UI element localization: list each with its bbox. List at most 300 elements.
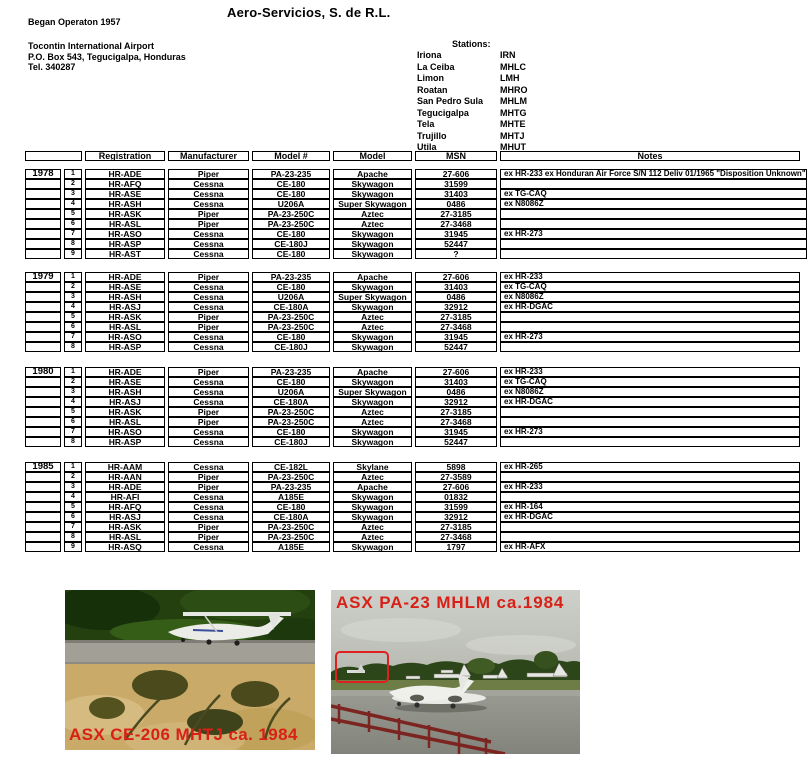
cell-notes: ex HR-273: [500, 427, 800, 437]
cell-manufacturer: Cessna: [168, 542, 249, 552]
cell-row-number: 3: [64, 189, 82, 199]
station-row: [417, 85, 528, 97]
cell-notes: [500, 437, 800, 447]
cell-registration: HR-ADE: [85, 482, 165, 492]
cell-notes: ex HR-164: [500, 502, 800, 512]
cell-model-number: PA-23-250C: [252, 407, 330, 417]
cell-model-number: PA-23-250C: [252, 312, 330, 322]
cell-year: [25, 199, 61, 209]
cell-model-name: Aztec: [333, 522, 412, 532]
cell-year: [25, 437, 61, 447]
cell-msn: 31945: [415, 427, 497, 437]
cell-notes: [500, 417, 800, 427]
cell-msn: 32912: [415, 302, 497, 312]
page-title: Aero-Servicios, S. de R.L.: [227, 5, 391, 20]
fleet-row: [25, 209, 807, 219]
cell-model-name: Super Skywagon: [333, 292, 412, 302]
cell-manufacturer: Cessna: [168, 387, 249, 397]
cell-registration: HR-ASJ: [85, 302, 165, 312]
cell-model-number: PA-23-250C: [252, 417, 330, 427]
cell-registration: HR-ASE: [85, 282, 165, 292]
cell-registration: HR-ASJ: [85, 397, 165, 407]
cell-row-number: 6: [64, 512, 82, 522]
fleet-row: [25, 437, 800, 447]
address-line: Tel. 340287: [28, 62, 76, 72]
station-row: [417, 62, 528, 74]
cell-row-number: 1: [64, 169, 82, 179]
cell-year: [25, 522, 61, 532]
station-code: MHUT: [500, 142, 526, 152]
photo-pa23: [331, 590, 580, 754]
cell-msn: 0486: [415, 292, 497, 302]
cell-registration: HR-ASK: [85, 522, 165, 532]
fleet-row: [25, 249, 807, 259]
cell-model-name: Skywagon: [333, 397, 412, 407]
cell-notes: [500, 342, 800, 352]
cell-year: [25, 322, 61, 332]
station-code: LMH: [500, 73, 520, 83]
column-header-model-: Model #: [252, 151, 330, 161]
cell-model-name: Skywagon: [333, 332, 412, 342]
cell-msn: 52447: [415, 239, 497, 249]
cell-row-number: 6: [64, 322, 82, 332]
cell-registration: HR-ASK: [85, 407, 165, 417]
cell-msn: 27-3185: [415, 312, 497, 322]
cell-model-name: Skywagon: [333, 302, 412, 312]
fleet-row: [25, 482, 800, 492]
cell-registration: HR-ADE: [85, 272, 165, 282]
cell-msn: ?: [415, 249, 497, 259]
cell-manufacturer: Cessna: [168, 332, 249, 342]
cell-msn: 27-606: [415, 482, 497, 492]
cell-notes: ex HR-233: [500, 367, 800, 377]
station-row: [417, 119, 528, 131]
cell-row-number: 6: [64, 219, 82, 229]
cell-manufacturer: Cessna: [168, 292, 249, 302]
photo-ce206: [65, 590, 315, 750]
cell-row-number: 9: [64, 542, 82, 552]
cell-model-name: Skywagon: [333, 282, 412, 292]
cell-manufacturer: Piper: [168, 219, 249, 229]
fleet-table-1978: [22, 169, 810, 259]
cell-manufacturer: Piper: [168, 522, 249, 532]
fleet-row: [25, 387, 800, 397]
cell-year: [25, 312, 61, 322]
cell-manufacturer: Piper: [168, 482, 249, 492]
cell-manufacturer: Cessna: [168, 249, 249, 259]
cell-row-number: 5: [64, 502, 82, 512]
address-block: [28, 41, 186, 73]
cell-registration: HR-ASL: [85, 532, 165, 542]
cell-model-name: Skywagon: [333, 437, 412, 447]
cell-msn: 27-3185: [415, 209, 497, 219]
cell-msn: 27-3185: [415, 407, 497, 417]
cell-model-name: Skywagon: [333, 502, 412, 512]
station-code: MHTG: [500, 107, 527, 118]
cell-model-number: U206A: [252, 387, 330, 397]
cell-row-number: 7: [64, 229, 82, 239]
cell-msn: 31599: [415, 502, 497, 512]
cell-model-name: Apache: [333, 169, 412, 179]
cell-manufacturer: Piper: [168, 417, 249, 427]
cell-registration: HR-ASE: [85, 377, 165, 387]
fleet-row: [25, 302, 800, 312]
cell-manufacturer: Cessna: [168, 502, 249, 512]
cell-model-name: Aztec: [333, 209, 412, 219]
cell-notes: ex HR-233: [500, 272, 800, 282]
address-line: Tocontin International Airport: [28, 41, 154, 51]
cell-row-number: 2: [64, 282, 82, 292]
cell-notes: [500, 472, 800, 482]
cell-manufacturer: Piper: [168, 367, 249, 377]
cell-year: [25, 397, 61, 407]
cell-year: [25, 512, 61, 522]
cell-model-number: CE-180J: [252, 239, 330, 249]
cell-row-number: 3: [64, 387, 82, 397]
cell-msn: 27-3468: [415, 322, 497, 332]
fleet-row: [25, 427, 800, 437]
fleet-row: [25, 502, 800, 512]
cell-registration: HR-ASL: [85, 322, 165, 332]
cell-row-number: 4: [64, 199, 82, 209]
cell-model-name: Skywagon: [333, 512, 412, 522]
cell-year: [25, 302, 61, 312]
cell-row-number: 1: [64, 462, 82, 472]
fleet-row: [25, 169, 807, 179]
cell-model-name: Super Skywagon: [333, 387, 412, 397]
cell-manufacturer: Cessna: [168, 462, 249, 472]
column-header-msn: MSN: [415, 151, 497, 161]
fleet-row: [25, 397, 800, 407]
cell-model-name: Skywagon: [333, 427, 412, 437]
cell-row-number: 5: [64, 209, 82, 219]
cell-notes: [500, 492, 800, 502]
cell-model-number: PA-23-235: [252, 482, 330, 492]
station-row: [417, 108, 528, 120]
cell-model-number: CE-180: [252, 249, 330, 259]
cell-year: [25, 249, 61, 259]
cell-registration: HR-AFQ: [85, 502, 165, 512]
cell-notes: [500, 322, 800, 332]
photo-pa23-caption: ASX PA-23 MHLM ca.1984: [336, 593, 565, 612]
fleet-header-table: [22, 151, 803, 161]
cell-model-number: CE-180: [252, 179, 330, 189]
cell-model-number: PA-23-235: [252, 169, 330, 179]
fleet-row: [25, 179, 807, 189]
cell-row-number: 4: [64, 492, 82, 502]
cell-row-number: 8: [64, 342, 82, 352]
cell-notes: ex HR-273: [500, 229, 807, 239]
cell-manufacturer: Cessna: [168, 427, 249, 437]
fleet-table-1985: [22, 462, 803, 552]
cell-registration: HR-ASO: [85, 332, 165, 342]
cell-year: [25, 407, 61, 417]
cell-msn: 27-606: [415, 272, 497, 282]
photo-pa23-image: [331, 590, 580, 754]
station-code: IRN: [500, 50, 516, 60]
station-city: Iriona: [417, 50, 442, 60]
column-header-manufacturer: Manufacturer: [168, 151, 249, 161]
cell-registration: HR-ASP: [85, 239, 165, 249]
cell-model-number: CE-180: [252, 427, 330, 437]
cell-model-name: Skywagon: [333, 492, 412, 502]
cell-notes: ex HR-273: [500, 332, 800, 342]
stations-label: Stations:: [452, 39, 491, 49]
cell-registration: HR-ASJ: [85, 512, 165, 522]
cell-registration: HR-ASP: [85, 437, 165, 447]
cell-manufacturer: Cessna: [168, 377, 249, 387]
cell-manufacturer: Piper: [168, 169, 249, 179]
cell-notes: [500, 532, 800, 542]
runway: [65, 640, 315, 666]
cell-registration: HR-ASK: [85, 209, 165, 219]
cell-msn: 27-606: [415, 367, 497, 377]
station-city: Roatan: [417, 84, 448, 95]
cell-model-name: Skylane: [333, 462, 412, 472]
fleet-row: [25, 189, 807, 199]
fleet-table-1979: [22, 272, 803, 352]
cell-year: 1978: [25, 169, 61, 179]
fleet-row: [25, 472, 800, 482]
cell-model-number: PA-23-250C: [252, 322, 330, 332]
cell-msn: 27-3468: [415, 532, 497, 542]
cell-year: [25, 342, 61, 352]
cell-manufacturer: Cessna: [168, 179, 249, 189]
cell-row-number: 8: [64, 239, 82, 249]
cell-year: [25, 502, 61, 512]
station-city: Utila: [417, 142, 437, 152]
cell-manufacturer: Cessna: [168, 342, 249, 352]
cell-year: [25, 377, 61, 387]
cell-model-number: CE-182L: [252, 462, 330, 472]
cell-registration: HR-ASH: [85, 387, 165, 397]
cell-manufacturer: Cessna: [168, 282, 249, 292]
cell-notes: ex N8086Z: [500, 387, 800, 397]
fleet-row: [25, 492, 800, 502]
cell-model-name: Aztec: [333, 322, 412, 332]
cell-notes: ex HR-DGAC: [500, 512, 800, 522]
cell-manufacturer: Piper: [168, 472, 249, 482]
cell-row-number: 1: [64, 367, 82, 377]
cell-manufacturer: Cessna: [168, 229, 249, 239]
cell-model-number: CE-180: [252, 189, 330, 199]
cell-manufacturer: Piper: [168, 209, 249, 219]
cell-year: [25, 239, 61, 249]
cell-msn: 31599: [415, 179, 497, 189]
cell-manufacturer: Cessna: [168, 239, 249, 249]
fleet-row: [25, 462, 800, 472]
cell-manufacturer: Cessna: [168, 512, 249, 522]
cell-notes: [500, 407, 800, 417]
cell-model-number: PA-23-250C: [252, 472, 330, 482]
cell-manufacturer: Piper: [168, 312, 249, 322]
cell-registration: HR-ASE: [85, 189, 165, 199]
cell-model-number: PA-23-250C: [252, 209, 330, 219]
cell-manufacturer: Cessna: [168, 437, 249, 447]
cell-registration: HR-ASO: [85, 427, 165, 437]
cell-model-name: Skywagon: [333, 377, 412, 387]
cell-row-number: 7: [64, 427, 82, 437]
cell-model-name: Aztec: [333, 472, 412, 482]
fleet-row: [25, 219, 807, 229]
cell-registration: HR-ADE: [85, 169, 165, 179]
fleet-header-row: [25, 151, 800, 161]
fleet-row: [25, 282, 800, 292]
cell-model-number: CE-180: [252, 502, 330, 512]
cell-year: [25, 219, 61, 229]
cell-notes: ex HR-233 ex Honduran Air Force S/N 112 Deliv 01/1965 "Disposition Unknown": [500, 169, 807, 179]
cell-row-number: 2: [64, 377, 82, 387]
cell-model-number: CE-180J: [252, 342, 330, 352]
cell-model-number: A185E: [252, 542, 330, 552]
cell-registration: HR-ASO: [85, 229, 165, 239]
cell-year: 1979: [25, 272, 61, 282]
cell-model-name: Skywagon: [333, 249, 412, 259]
cell-year: [25, 492, 61, 502]
cell-msn: 31403: [415, 189, 497, 199]
cell-model-name: Skywagon: [333, 179, 412, 189]
cell-row-number: 9: [64, 249, 82, 259]
station-code: MHTJ: [500, 130, 525, 141]
cell-notes: ex TG-CAQ: [500, 377, 800, 387]
cell-year: [25, 472, 61, 482]
cell-model-name: Super Skywagon: [333, 199, 412, 209]
cell-row-number: 7: [64, 522, 82, 532]
cell-model-number: PA-23-250C: [252, 219, 330, 229]
cell-model-name: Skywagon: [333, 342, 412, 352]
began-operation-text: Began Operaton 1957: [28, 17, 121, 27]
cell-msn: 52447: [415, 342, 497, 352]
fleet-row: [25, 532, 800, 542]
fleet-row: [25, 407, 800, 417]
cell-notes: ex HR-AFX: [500, 542, 800, 552]
cell-registration: HR-AFI: [85, 492, 165, 502]
cell-manufacturer: Piper: [168, 407, 249, 417]
cell-manufacturer: Piper: [168, 532, 249, 542]
station-city: San Pedro Sula: [417, 96, 484, 106]
cell-notes: ex HR-DGAC: [500, 397, 800, 407]
cell-registration: HR-ASH: [85, 292, 165, 302]
cell-model-name: Skywagon: [333, 189, 412, 199]
cell-notes: ex TG-CAQ: [500, 189, 807, 199]
cell-msn: 01832: [415, 492, 497, 502]
cell-model-name: Aztec: [333, 407, 412, 417]
fleet-tables: [22, 151, 810, 552]
cell-year: [25, 532, 61, 542]
fleet-row: [25, 342, 800, 352]
cell-model-number: PA-23-235: [252, 272, 330, 282]
cell-year: [25, 417, 61, 427]
cell-model-name: Aztec: [333, 417, 412, 427]
cell-msn: 31403: [415, 282, 497, 292]
cell-model-name: Apache: [333, 272, 412, 282]
cell-model-number: CE-180J: [252, 437, 330, 447]
cell-model-number: A185E: [252, 492, 330, 502]
cell-row-number: 5: [64, 407, 82, 417]
cell-model-name: Aztec: [333, 312, 412, 322]
fleet-row: [25, 512, 800, 522]
cell-model-number: U206A: [252, 199, 330, 209]
cell-manufacturer: Cessna: [168, 189, 249, 199]
cell-manufacturer: Cessna: [168, 302, 249, 312]
cell-year: [25, 387, 61, 397]
fleet-row: [25, 292, 800, 302]
cell-registration: HR-AST: [85, 249, 165, 259]
cell-manufacturer: Piper: [168, 272, 249, 282]
cell-registration: HR-ASP: [85, 342, 165, 352]
photos-section: [0, 590, 811, 760]
station-row: [417, 73, 528, 85]
cell-row-number: 2: [64, 179, 82, 189]
station-city: Tela: [417, 119, 435, 129]
cell-registration: HR-ASH: [85, 199, 165, 209]
cell-model-name: Skywagon: [333, 239, 412, 249]
cell-notes: ex TG-CAQ: [500, 282, 800, 292]
cell-model-number: PA-23-235: [252, 367, 330, 377]
cell-model-number: CE-180: [252, 282, 330, 292]
cell-notes: ex HR-265: [500, 462, 800, 472]
fleet-row: [25, 312, 800, 322]
cell-year: 1985: [25, 462, 61, 472]
cell-registration: HR-ASK: [85, 312, 165, 322]
cell-model-number: CE-180: [252, 332, 330, 342]
photo-ce206-caption: ASX CE-206 MHTJ ca. 1984: [69, 725, 298, 744]
cell-manufacturer: Cessna: [168, 397, 249, 407]
cell-notes: [500, 522, 800, 532]
cell-msn: 0486: [415, 387, 497, 397]
cell-registration: HR-ASQ: [85, 542, 165, 552]
cell-manufacturer: Cessna: [168, 199, 249, 209]
cell-row-number: 3: [64, 482, 82, 492]
column-header-registration: Registration: [85, 151, 165, 161]
cell-notes: ex HR-DGAC: [500, 302, 800, 312]
cell-model-number: PA-23-250C: [252, 532, 330, 542]
cell-msn: 31403: [415, 377, 497, 387]
station-city: La Ceiba: [417, 61, 455, 72]
cell-msn: 27-3468: [415, 219, 497, 229]
station-city: Limon: [417, 73, 444, 83]
column-header-notes: Notes: [500, 151, 800, 161]
cell-model-name: Aztec: [333, 532, 412, 542]
cell-msn: 27-606: [415, 169, 497, 179]
cell-registration: HR-AAM: [85, 462, 165, 472]
fleet-row: [25, 322, 800, 332]
cell-row-number: 4: [64, 302, 82, 312]
fleet-table-1980: [22, 367, 803, 447]
cell-registration: HR-AAN: [85, 472, 165, 482]
cell-registration: HR-ADE: [85, 367, 165, 377]
cell-notes: ex N8086Z: [500, 199, 807, 209]
cell-notes: ex N8086Z: [500, 292, 800, 302]
cell-manufacturer: Cessna: [168, 492, 249, 502]
cell-model-name: Apache: [333, 482, 412, 492]
station-row: [417, 50, 528, 62]
fleet-row: [25, 239, 807, 249]
fleet-row: [25, 377, 800, 387]
cell-model-number: U206A: [252, 292, 330, 302]
station-city: Trujillo: [417, 130, 447, 141]
cell-msn: 1797: [415, 542, 497, 552]
cell-msn: 27-3589: [415, 472, 497, 482]
cell-notes: [500, 249, 807, 259]
header-blank-cell: [25, 151, 82, 161]
column-header-model: Model: [333, 151, 412, 161]
cell-row-number: 8: [64, 532, 82, 542]
cell-year: [25, 427, 61, 437]
cell-model-number: PA-23-250C: [252, 522, 330, 532]
cell-notes: [500, 239, 807, 249]
cell-model-number: CE-180: [252, 229, 330, 239]
